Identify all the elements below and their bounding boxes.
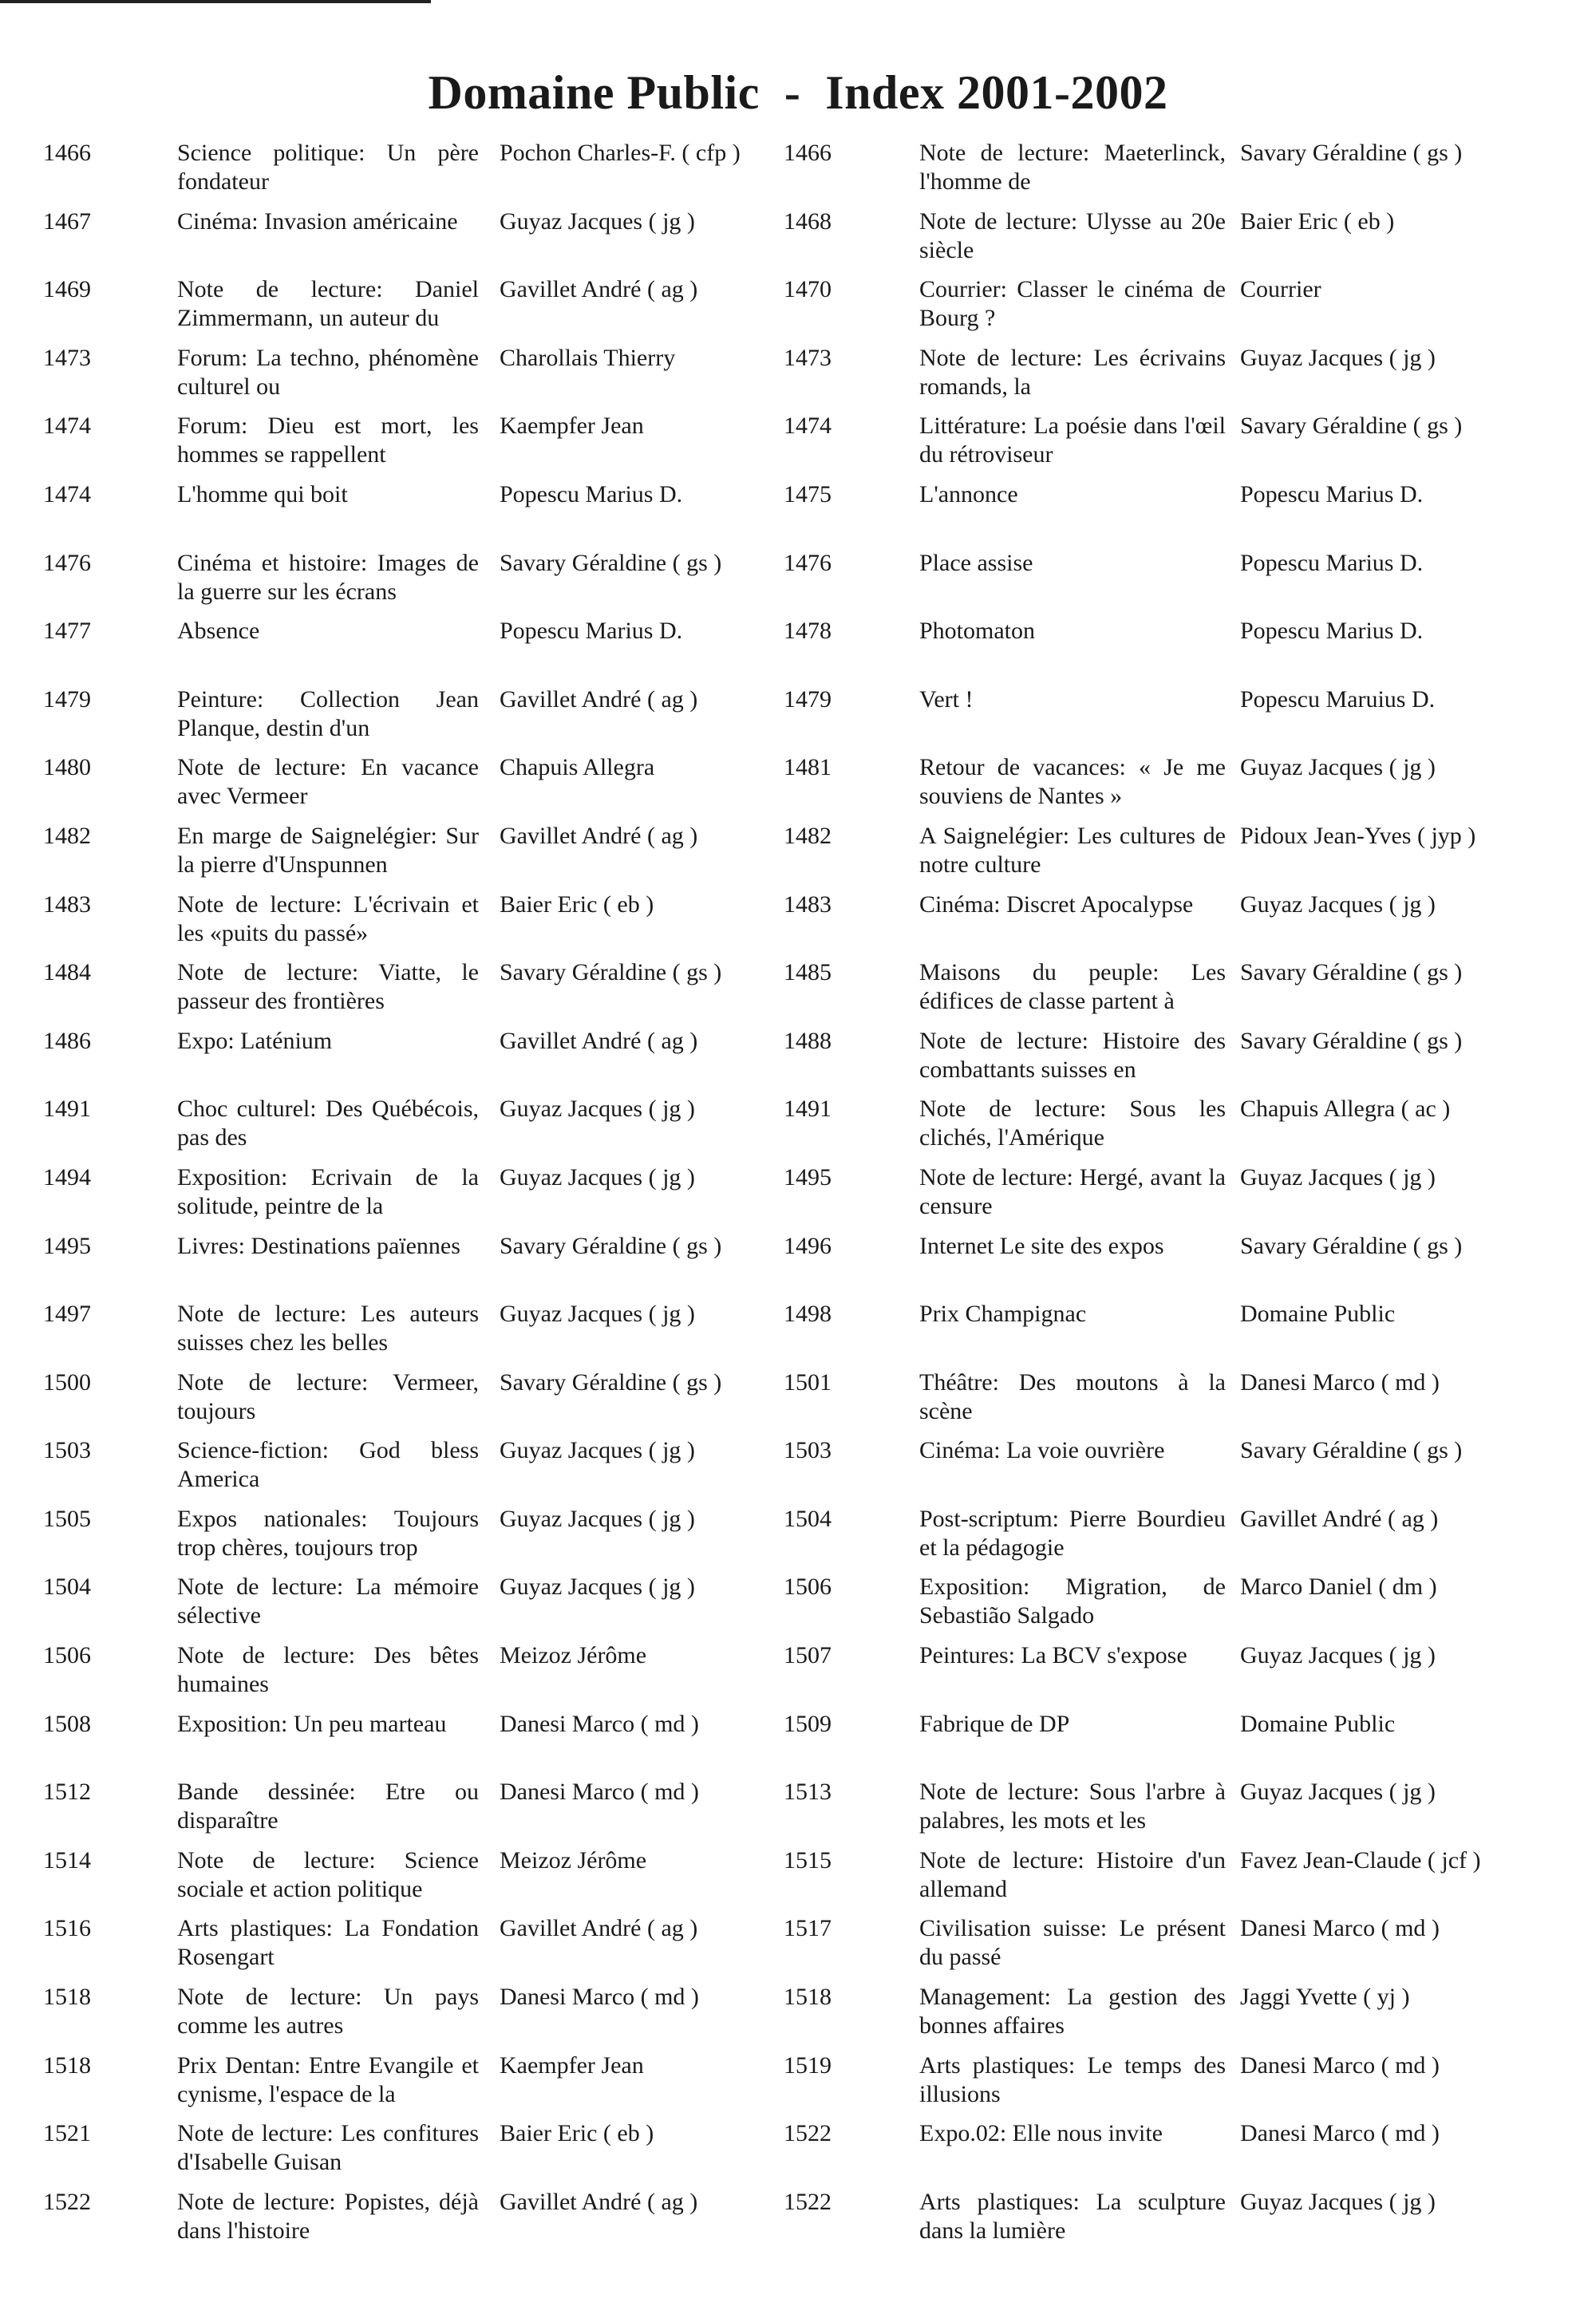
article-title: Prix Dentan: Entre Evangile et cynisme, l'espace de la [177,2051,479,2107]
article-title: Note de lecture: Les auteurs suisses chez les belles [177,1301,479,1356]
issue-number: 1518 [784,1984,832,2011]
article-author: Pochon Charles-F. ( cfp ) [500,140,741,166]
issue-number: 1504 [784,1505,832,1532]
article-author: Guyaz Jacques ( jg ) [1240,890,1436,918]
table-row [0,2119,1596,2188]
table-row [0,1778,1596,1846]
article-author: Guyaz Jacques ( jg ) [1240,2188,1436,2215]
article-author: Danesi Marco ( md ) [500,1779,699,1806]
issue-number: 1470 [784,276,832,303]
article-author: Savary Géraldine ( gs ) [1240,1027,1463,1054]
article-title: Science politique: Un père fondateur [177,140,479,195]
table-row [0,1163,1596,1232]
issue-number: 1500 [43,1368,91,1396]
article-author: Guyaz Jacques ( jg ) [500,1574,695,1601]
article-title: Note de lecture: Les confitures d'Isabelle Guisan [177,2120,479,2176]
article-author: Danesi Marco ( md ) [500,1984,699,2011]
table-row [0,685,1596,754]
article-author: Guyaz Jacques ( jg ) [500,1096,695,1123]
issue-number: 1479 [43,685,91,713]
issue-number: 1478 [784,618,832,645]
article-title: Note de lecture: Les écrivains romands, la [919,344,1226,400]
table-row [0,207,1596,276]
table-row [0,549,1596,618]
article-title: Fabrique de DP [919,1710,1070,1737]
article-title: Civilisation suisse: Le présent du passé [919,1915,1226,1971]
article-title: Livres: Destinations païennes [177,1232,460,1259]
issue-number: 1495 [784,1163,832,1191]
article-author: Marco Daniel ( dm ) [1240,1574,1437,1601]
issue-number: 1475 [784,480,832,507]
article-title: Cinéma: Invasion américaine [177,207,458,235]
article-title: Internet Le site des expos [919,1232,1164,1259]
article-title: Courrier: Classer le cinéma de Bourg ? [919,276,1226,332]
table-row [0,1914,1596,1983]
article-author: Gavillet André ( ag ) [500,822,698,849]
issue-number: 1468 [784,207,832,235]
article-title: L'homme qui boit [177,480,348,507]
issue-number: 1488 [784,1027,832,1054]
article-title: Note de lecture: Maeterlinck, l'homme de [919,140,1226,195]
issue-number: 1491 [43,1096,91,1123]
article-title: Place assise [919,549,1033,576]
table-row [0,1710,1596,1779]
article-author: Chapuis Allegra [500,754,655,781]
article-title: Note de lecture: L'écrivain et les «puits du passé» [177,890,479,946]
article-title: Note de lecture: Des bêtes humaines [177,1642,479,1698]
article-title: Maisons du peuple: Les édifices de classe partent à [919,959,1226,1015]
issue-number: 1522 [784,2120,832,2147]
article-title: Cinéma: Discret Apocalypse [919,890,1194,918]
article-title: Expo.02: Elle nous invite [919,2120,1163,2147]
article-author: Guyaz Jacques ( jg ) [500,1163,695,1191]
page-title: Domaine Public - Index 2001-2002 [428,66,1168,119]
article-title: Expo: Laténium [177,1027,333,1054]
article-title: Exposition: Ecrivain de la solitude, peintre de la [177,1163,479,1219]
article-author: Popescu Marius D. [1240,480,1424,507]
article-title: Note de lecture: Hergé, avant la censure [919,1163,1226,1219]
issue-number: 1504 [43,1574,91,1601]
article-author: Guyaz Jacques ( jg ) [1240,344,1436,371]
article-title: Bande dessinée: Etre ou disparaître [177,1779,479,1834]
article-author: Guyaz Jacques ( jg ) [1240,1642,1436,1669]
article-title: Cinéma et histoire: Images de la guerre sur les écrans [177,549,479,605]
article-author: Savary Géraldine ( gs ) [1240,1232,1463,1259]
article-title: Choc culturel: Des Québécois, pas des [177,1096,479,1151]
issue-number: 1519 [784,2051,832,2079]
issue-number: 1467 [43,207,91,235]
issue-number: 1522 [43,2188,91,2215]
article-title: Note de lecture: Histoire d'un allemand [919,1846,1226,1902]
table-row [0,139,1596,207]
article-author: Guyaz Jacques ( jg ) [1240,754,1436,781]
issue-number: 1514 [43,1846,91,1874]
table-row [0,2188,1596,2257]
article-author: Guyaz Jacques ( jg ) [500,1301,695,1328]
article-title: Note de lecture: Popistes, déjà dans l'histoire [177,2188,479,2244]
article-author: Gavillet André ( ag ) [500,2188,698,2215]
issue-number: 1515 [784,1846,832,1874]
article-author: Popescu Marius D. [1240,549,1424,576]
table-row [0,412,1596,480]
table-row [0,1846,1596,1915]
issue-number: 1494 [43,1163,91,1191]
issue-number: 1473 [43,344,91,371]
issue-number: 1485 [784,959,832,986]
article-author: Gavillet André ( ag ) [1240,1505,1439,1532]
issue-number: 1518 [43,1984,91,2011]
article-title: Note de lecture: Ulysse au 20e siècle [919,207,1226,263]
table-row [0,890,1596,959]
issue-number: 1506 [43,1642,91,1669]
index-table [0,139,1596,2256]
issue-number: 1497 [43,1301,91,1328]
article-title: Théâtre: Des moutons à la scène [919,1368,1226,1424]
article-title: Cinéma: La voie ouvrière [919,1437,1165,1464]
article-title: Post-scriptum: Pierre Bourdieu et la pédagogie [919,1505,1226,1561]
article-title: Vert ! [919,685,974,713]
issue-number: 1513 [784,1779,832,1806]
article-title: Note de lecture: Histoire des combattants suisses en [919,1027,1226,1083]
article-author: Pidoux Jean-Yves ( jyp ) [1240,822,1476,849]
article-author: Guyaz Jacques ( jg ) [1240,1779,1436,1806]
article-author: Meizoz Jérôme [500,1846,647,1874]
article-title: Note de lecture: Sous les clichés, l'Amérique [919,1096,1226,1151]
issue-number: 1473 [784,344,832,371]
article-author: Savary Géraldine ( gs ) [500,959,722,986]
article-author: Gavillet André ( ag ) [500,1915,698,1942]
table-row [0,1573,1596,1641]
article-author: Danesi Marco ( md ) [1240,1368,1440,1396]
article-author: Guyaz Jacques ( jg ) [500,1505,695,1532]
article-author: Domaine Public [1240,1710,1396,1737]
issue-number: 1498 [784,1301,832,1328]
article-author: Popescu Marius D. [1240,618,1424,645]
article-title: Forum: Dieu est mort, les hommes se rappellent [177,413,479,468]
article-author: Savary Géraldine ( gs ) [500,1232,722,1259]
article-title: L'annonce [919,480,1018,507]
article-title: Note de lecture: En vacance avec Vermeer [177,754,479,810]
table-row [0,1232,1596,1301]
issue-number: 1466 [784,140,832,166]
article-author: Guyaz Jacques ( jg ) [1240,1163,1436,1191]
article-title: Note de lecture: Vermeer, toujours [177,1368,479,1424]
article-title: Retour de vacances: « Je me souviens de Nantes » [919,754,1226,810]
issue-number: 1484 [43,959,91,986]
table-row [0,1641,1596,1710]
article-title: Exposition: Migration, de Sebastião Salgado [919,1574,1226,1629]
issue-number: 1476 [784,549,832,576]
issue-number: 1491 [784,1096,832,1123]
issue-number: 1486 [43,1027,91,1054]
article-title: Peintures: La BCV s'expose [919,1642,1187,1669]
issue-number: 1479 [784,685,832,713]
article-title: Prix Champignac [919,1301,1087,1328]
table-row [0,1300,1596,1368]
issue-number: 1480 [43,754,91,781]
article-author: Danesi Marco ( md ) [1240,1915,1440,1942]
issue-number: 1474 [43,413,91,440]
article-author: Gavillet André ( ag ) [500,1027,698,1054]
issue-number: 1521 [43,2120,91,2147]
table-row [0,958,1596,1027]
issue-number: 1483 [43,890,91,918]
article-title: Exposition: Un peu marteau [177,1710,447,1737]
issue-number: 1522 [784,2188,832,2215]
article-author: Savary Géraldine ( gs ) [500,1368,722,1396]
article-author: Popescu Maruius D. [1240,685,1436,713]
table-row [0,480,1596,549]
issue-number: 1503 [784,1437,832,1464]
article-author: Baier Eric ( eb ) [500,890,654,918]
article-author: Baier Eric ( eb ) [500,2120,654,2147]
article-author: Kaempfer Jean [500,2051,644,2079]
article-author: Popescu Marius D. [500,618,683,645]
article-author: Chapuis Allegra ( ac ) [1240,1096,1451,1123]
article-author: Gavillet André ( ag ) [500,276,698,303]
article-author: Favez Jean-Claude ( jcf ) [1240,1846,1481,1874]
issue-number: 1506 [784,1574,832,1601]
article-author: Savary Géraldine ( gs ) [500,549,722,576]
article-title: Note de lecture: Un pays comme les autres [177,1984,479,2039]
issue-number: 1495 [43,1232,91,1259]
issue-number: 1474 [43,480,91,507]
article-title: Science-fiction: God bless America [177,1437,479,1493]
issue-number: 1477 [43,618,91,645]
article-title: En marge de Saignelégier: Sur la pierre d'Unspunnen [177,822,479,878]
article-author: Charollais Thierry [500,344,676,371]
article-title: Peinture: Collection Jean Planque, destin d'un [177,685,479,741]
issue-number: 1496 [784,1232,832,1259]
issue-number: 1466 [43,140,91,166]
article-author: Kaempfer Jean [500,413,644,440]
table-row [0,2051,1596,2120]
issue-number: 1474 [784,413,832,440]
table-row [0,344,1596,413]
issue-number: 1482 [784,822,832,849]
table-row [0,617,1596,685]
issue-number: 1501 [784,1368,832,1396]
table-row [0,1095,1596,1163]
table-row [0,822,1596,890]
article-author: Savary Géraldine ( gs ) [1240,959,1463,986]
issue-number: 1482 [43,822,91,849]
article-author: Savary Géraldine ( gs ) [1240,413,1463,440]
top-rule [0,0,431,3]
issue-number: 1518 [43,2051,91,2079]
issue-number: 1516 [43,1915,91,1942]
article-author: Danesi Marco ( md ) [1240,2120,1440,2147]
article-author: Savary Géraldine ( gs ) [1240,140,1463,166]
article-author: Popescu Marius D. [500,480,683,507]
article-title: Note de lecture: Viatte, le passeur des frontières [177,959,479,1015]
article-author: Guyaz Jacques ( jg ) [500,207,695,235]
article-title: Arts plastiques: Le temps des illusions [919,2051,1226,2107]
article-title: Littérature: La poésie dans l'œil du rétroviseur [919,413,1226,468]
article-title: Note de lecture: La mémoire sélective [177,1574,479,1629]
table-row [0,753,1596,822]
article-author: Baier Eric ( eb ) [1240,207,1395,235]
article-title: Forum: La techno, phénomène culturel ou [177,344,479,400]
article-title: Management: La gestion des bonnes affaires [919,1984,1226,2039]
article-author: Savary Géraldine ( gs ) [1240,1437,1463,1464]
issue-number: 1507 [784,1642,832,1669]
article-author: Danesi Marco ( md ) [500,1710,699,1737]
article-author: Jaggi Yvette ( yj ) [1240,1984,1410,2011]
article-title: Note de lecture: Science sociale et action politique [177,1846,479,1902]
article-title: Expos nationales: Toujours trop chères, toujours trop [177,1505,479,1561]
issue-number: 1483 [784,890,832,918]
article-title: Arts plastiques: La Fondation Rosengart [177,1915,479,1971]
table-row [0,1368,1596,1437]
article-title: A Saignelégier: Les cultures de notre culture [919,822,1226,878]
article-author: Gavillet André ( ag ) [500,685,698,713]
issue-number: 1481 [784,754,832,781]
article-title: Note de lecture: Sous l'arbre à palabres, les mots et les [919,1779,1226,1834]
issue-number: 1476 [43,549,91,576]
article-title: Absence [177,618,260,645]
table-row [0,1983,1596,2051]
issue-number: 1512 [43,1779,91,1806]
article-title: Arts plastiques: La sculpture dans la lumière [919,2188,1226,2244]
table-row [0,1505,1596,1574]
table-row [0,1027,1596,1096]
table-row [0,275,1596,344]
issue-number: 1469 [43,276,91,303]
issue-number: 1508 [43,1710,91,1737]
issue-number: 1503 [43,1437,91,1464]
issue-number: 1505 [43,1505,91,1532]
article-author: Meizoz Jérôme [500,1642,647,1669]
article-title: Note de lecture: Daniel Zimmermann, un auteur du [177,276,479,332]
article-author: Guyaz Jacques ( jg ) [500,1437,695,1464]
article-author: Courrier [1240,276,1321,303]
article-author: Domaine Public [1240,1301,1396,1328]
article-author: Danesi Marco ( md ) [1240,2051,1440,2079]
issue-number: 1517 [784,1915,832,1942]
article-title: Photomaton [919,618,1036,645]
issue-number: 1509 [784,1710,832,1737]
table-row [0,1436,1596,1505]
